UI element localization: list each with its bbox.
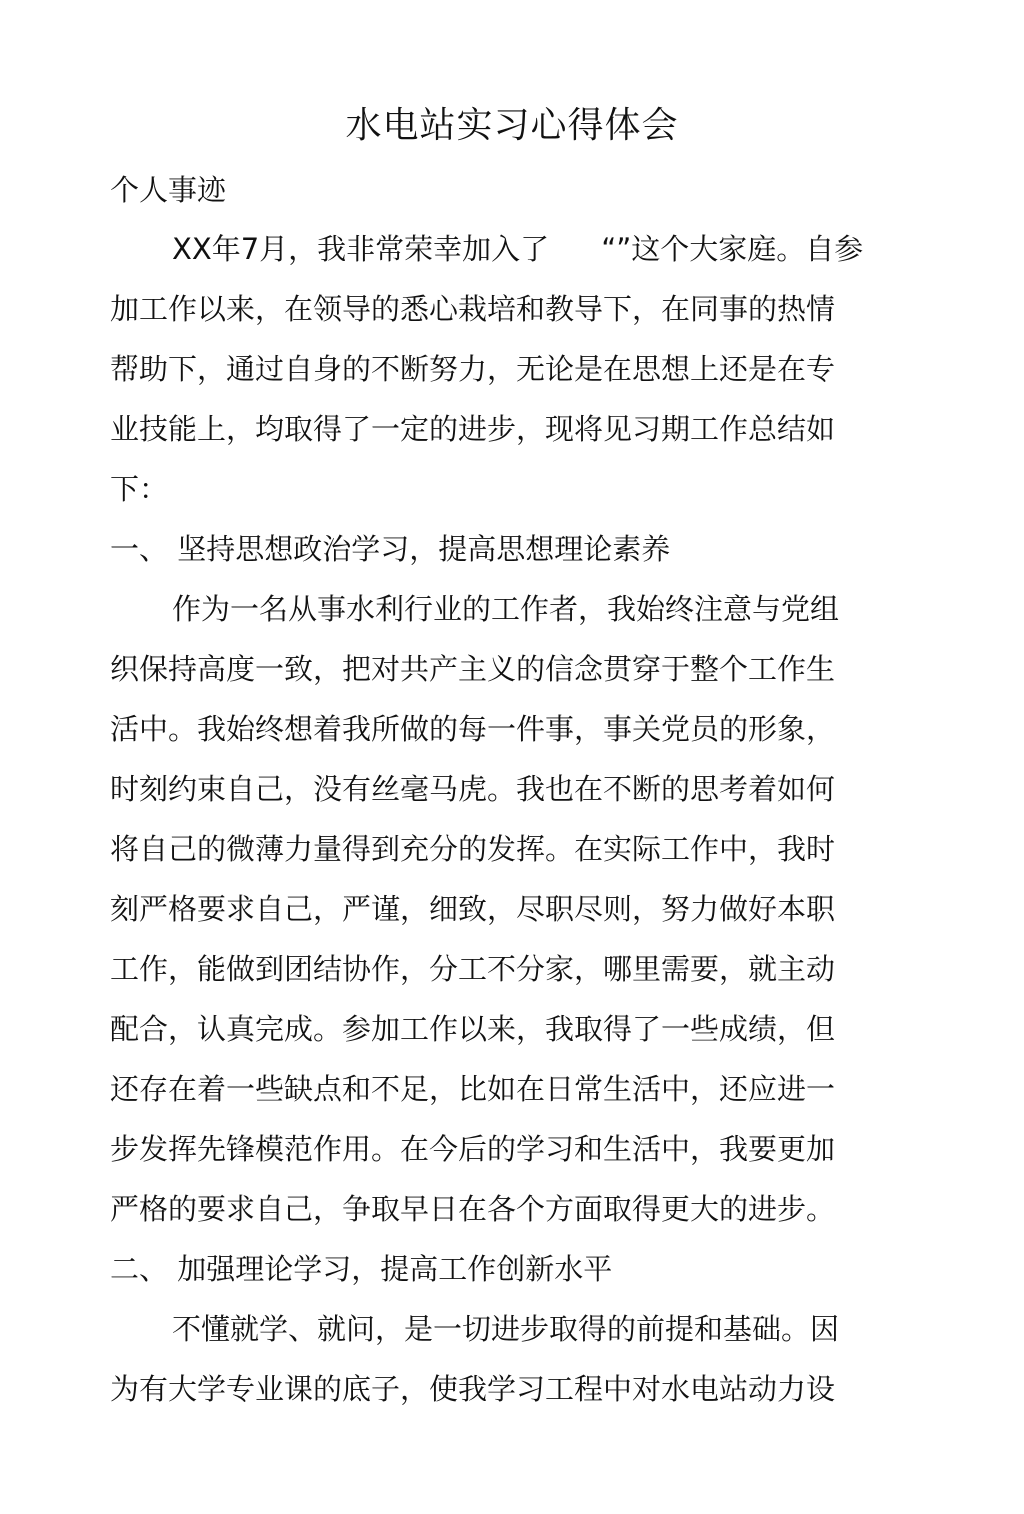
section-1-line: 时刻约束自己，没有丝毫马虎。我也在不断的思考着如何 [110, 772, 836, 806]
document-title: 水电站实习心得体会 [345, 105, 679, 146]
intro-line-2: 加工作以来，在领导的悉心栽培和教导下，在同事的热情 [110, 292, 836, 326]
section-1-line: 步发挥先锋模范作用。在今后的学习和生活中，我要更加 [110, 1132, 836, 1166]
intro-line-3: 帮助下，通过自身的不断努力，无论是在思想上还是在专 [110, 352, 836, 386]
intro-line-1 [172, 229, 863, 269]
intro-line-5: 下： [110, 472, 169, 506]
section-2-line: 不懂就学、就问，是一切进步取得的前提和基础。因 [172, 1312, 840, 1346]
section-1-line: 还存在着一些缺点和不足，比如在日常生活中，还应进一 [110, 1072, 836, 1106]
section-2-heading: 二、 加强理论学习，提高工作创新水平 [110, 1252, 613, 1286]
section-1-line: 严格的要求自己，争取早日在各个方面取得更大的进步。 [110, 1192, 836, 1226]
section-1-line: 配合，认真完成。参加工作以来，我取得了一些成绩，但 [110, 1012, 836, 1046]
intro-line-1-b: “”这个大家庭。自参 [601, 232, 864, 266]
section-1-line: 织保持高度一致，把对共产主义的信念贯穿于整个工作生 [110, 652, 836, 686]
section-1-line: 将自己的微薄力量得到充分的发挥。在实际工作中，我时 [110, 832, 836, 866]
document-subtitle: 个人事迹 [110, 173, 227, 207]
section-1-line: 活中。我始终想着我所做的每一件事，事关党员的形象， [110, 712, 836, 746]
intro-line-1-a: XX年7月，我非常荣幸加入了 [172, 232, 550, 266]
section-1-line: 作为一名从事水利行业的工作者，我始终注意与党组 [172, 592, 840, 626]
section-1-line: 刻严格要求自己，严谨，细致，尽职尽则，努力做好本职 [110, 892, 836, 926]
section-2-line: 为有大学专业课的底子，使我学习工程中对水电站动力设 [110, 1372, 836, 1406]
section-1-line: 工作，能做到团结协作，分工不分家，哪里需要，就主动 [110, 952, 836, 986]
intro-line-4: 业技能上，均取得了一定的进步，现将见习期工作总结如 [110, 412, 836, 446]
section-1-heading: 一、 坚持思想政治学习，提高思想理论素养 [110, 532, 671, 566]
